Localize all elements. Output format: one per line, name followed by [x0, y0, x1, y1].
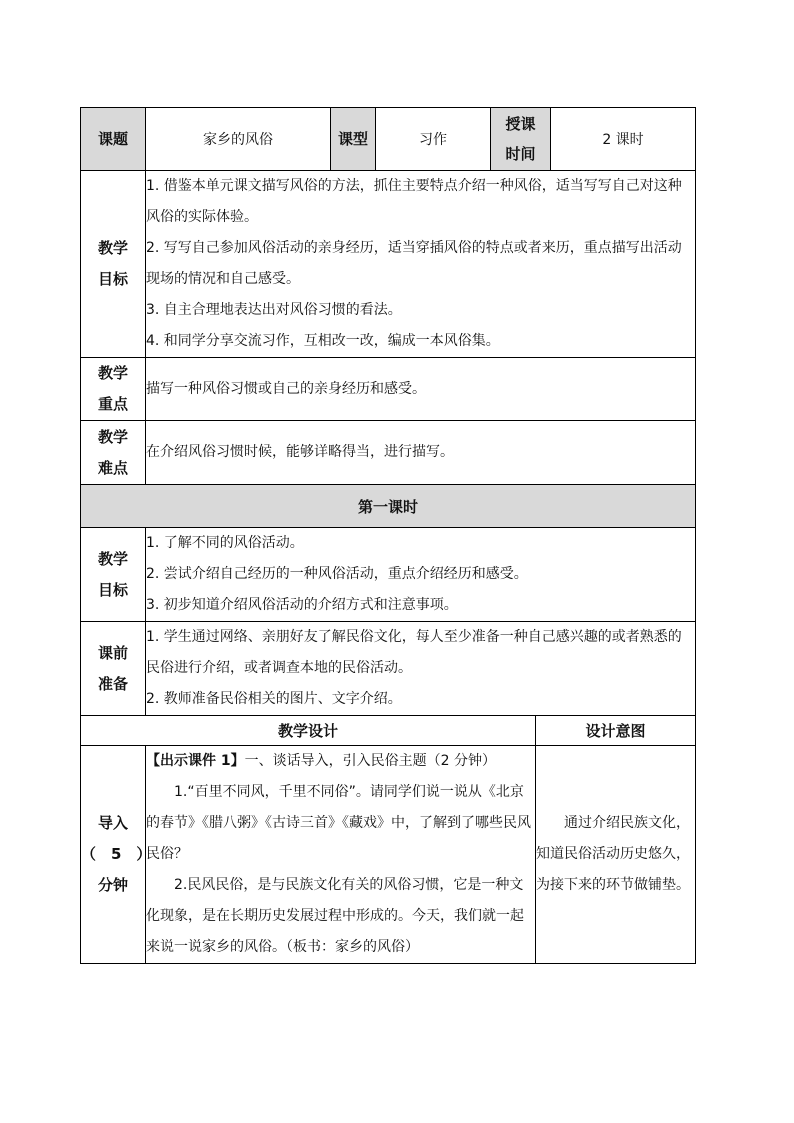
goal-item: 4. 和同学分享交流习作，互相改一改，编成一本风俗集。: [146, 333, 500, 349]
intro-heading: [146, 746, 535, 777]
intro-design-content: [146, 746, 536, 964]
lesson1-goals-row: [81, 528, 696, 622]
lesson1-title-row: [81, 485, 696, 528]
intro-paragraph-2: 2.民风民俗，是与民族文化有关的风俗习惯，它是一种文化现象，是在长期历史发展过程中形成的。今天，我们就一起来说一说家乡的风俗。（板书：家乡的风俗）: [146, 877, 524, 955]
difficulty-label-line2: 难点: [97, 458, 128, 477]
design-column-header: 教学设计: [81, 716, 536, 746]
lesson1-goals-content: [146, 528, 696, 622]
prep-label-line1: 课前: [97, 643, 128, 662]
header-row: [81, 108, 696, 171]
lesson1-title: 第一课时: [81, 485, 696, 528]
type-value: 习作: [376, 108, 491, 171]
intent-column-header: 设计意图: [536, 716, 696, 746]
lesson1-goals-label-line1: 教学: [97, 549, 128, 568]
focus-content: 描写一种风俗习惯或自己的亲身经历和感受。: [146, 358, 696, 421]
intro-label-line3: 分钟: [97, 876, 128, 894]
topic-value: 家乡的风俗: [146, 108, 331, 171]
intro-paragraph-1: 1.“百里不同风，千里不同俗”。请同学们说一说从《北京的春节》《腊八粥》《古诗三首》《藏戏》中，了解到了哪些民风民俗？: [146, 784, 531, 862]
intro-label-line2: （ 5 ）: [81, 845, 152, 863]
difficulty-label-line1: 教学: [97, 427, 128, 446]
goals-label-line1: 教学: [97, 239, 128, 257]
lesson-plan-table: [80, 107, 696, 964]
difficulty-content: 在介绍风俗习惯时候，能够详略得当，进行描写。: [146, 421, 696, 485]
focus-label: [81, 358, 146, 421]
intro-row: [81, 746, 696, 964]
type-label: 课型: [331, 108, 376, 171]
prep-label-line2: 准备: [97, 674, 128, 693]
intro-label: [81, 746, 152, 964]
focus-row: [81, 358, 696, 421]
lesson1-goals-label: [81, 528, 146, 622]
hours-label-line1: 授课: [505, 115, 536, 133]
difficulty-label: [81, 421, 146, 485]
intro-intent-text: 通过介绍民族文化，知道民俗活动历史悠久，为接下来的环节做铺垫。: [536, 815, 690, 893]
goal-item: 2. 写写自己参加风俗活动的亲身经历，适当穿插风俗的特点或者来历，重点描写出活动现场的情况和自己感受。: [146, 240, 682, 287]
hours-label: [491, 108, 551, 171]
intro-label-line1: 导入: [97, 814, 128, 832]
lesson1-goal-item: 3. 初步知道介绍风俗活动的介绍方式和注意事项。: [146, 597, 458, 613]
goals-row: [81, 171, 696, 358]
prep-label: [81, 622, 146, 716]
goals-label-line2: 目标: [97, 270, 128, 288]
design-header-row: [81, 716, 696, 746]
topic-label: 课题: [81, 108, 146, 171]
prep-row: [81, 622, 696, 716]
goals-label: [81, 171, 146, 358]
prep-content: [146, 622, 696, 716]
goal-item: 1. 借鉴本单元课文描写风俗的方法，抓住主要特点介绍一种风俗，适当写写自己对这种风俗的实际体验。: [146, 178, 682, 225]
prep-item: 1. 学生通过网络、亲朋好友了解民俗文化，每人至少准备一种自己感兴趣的或者熟悉的民俗进行介绍，或者调查本地的民俗活动。: [146, 629, 682, 676]
lesson1-goal-item: 2. 尝试介绍自己经历的一种风俗活动，重点介绍经历和感受。: [146, 566, 528, 582]
goal-item: 3. 自主合理地表达出对风俗习惯的看法。: [146, 302, 402, 318]
lesson1-goals-label-line2: 目标: [97, 580, 128, 599]
hours-label-line2: 时间: [505, 145, 536, 163]
focus-label-line2: 重点: [97, 395, 128, 413]
focus-label-line1: 教学: [97, 364, 128, 382]
difficulty-row: [81, 421, 696, 485]
prep-item: 2. 教师准备民俗相关的图片、文字介绍。: [146, 691, 402, 707]
courseware-tag: 【出示课件 1】: [146, 753, 245, 769]
intro-intent-content: [536, 746, 696, 964]
intro-heading-text: 一、谈话导入，引入民俗主题（2 分钟）: [244, 753, 496, 769]
hours-value: 2 课时: [551, 108, 696, 171]
lesson1-goal-item: 1. 了解不同的风俗活动。: [146, 535, 304, 551]
goals-content: [146, 171, 696, 358]
